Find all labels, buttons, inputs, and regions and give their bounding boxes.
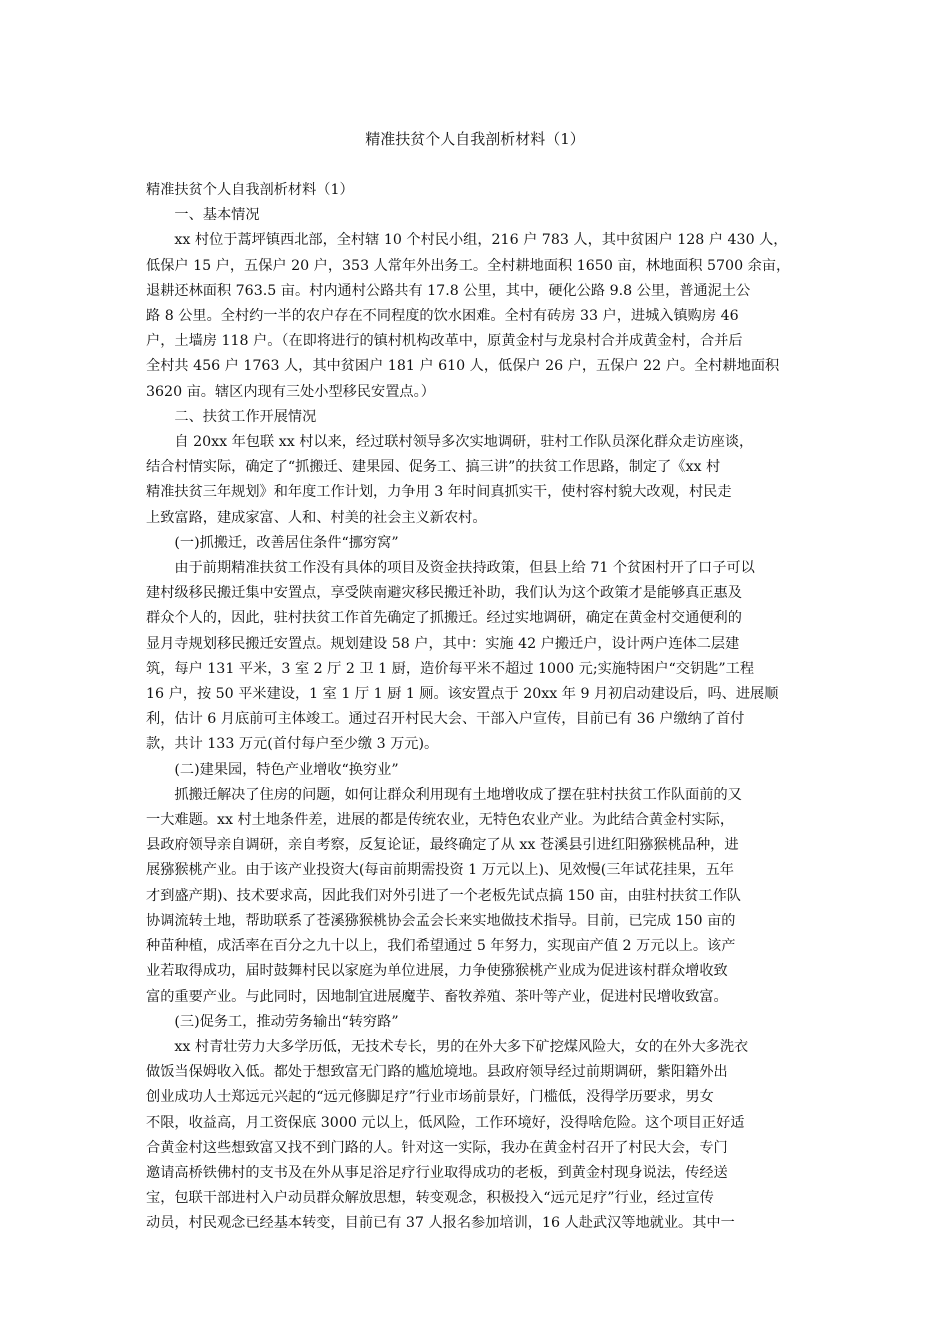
text-line: 3620 亩。辖区内现有三处小型移民安置点。）	[146, 383, 435, 400]
text-line: 展猕猴桃产业。由于该产业投资大(每亩前期需投资 1 万元以上)、见效慢(三年试花挂果，五年	[146, 862, 734, 879]
text-line: 群众个人的，因此，驻村扶贫工作首先确定了抓搬迁。经过实地调研，确定在黄金村交通便利的	[146, 610, 742, 627]
text-line: 县政府领导亲自调研，亲自考察，反复论证，最终确定了从 xx 苍溪县引进红阳猕猴桃品种，进	[146, 837, 739, 854]
text-line: (一)抓搬迁，改善居住条件“挪穷窝”	[146, 534, 399, 551]
text-line: 利，估计 6 月底前可主体竣工。通过召开村民大会、干部入户宣传，目前已有 36 户缴纳了首付	[146, 711, 745, 728]
document-title: 精准扶贫个人自我剖析材料（1）	[365, 130, 585, 148]
text-line: 邀请高桥铁佛村的支书及在外从事足浴足疗行业取得成功的老板，到黄金村现身说法，传经送	[146, 1164, 728, 1181]
text-line: 抓搬迁解决了住房的问题，如何让群众利用现有土地增收成了摆在驻村扶贫工作队面前的又	[146, 786, 742, 803]
text-line: 显月寺规划移民搬迁安置点。规划建设 58 户，其中：实施 42 户搬迁户，设计两户连体二层建	[146, 635, 740, 652]
text-line: 一、基本情况	[146, 207, 260, 224]
text-line: (三)促务工，推动劳务输出“转穷路”	[146, 1013, 399, 1030]
text-line: 由于前期精准扶贫工作没有具体的项目及资金扶持政策，但县上给 71 个贫困村开了口子可以	[146, 560, 755, 577]
text-line: 筑，每户 131 平米，3 室 2 厅 2 卫 1 厨，造价每平米不超过 1000 元;实施特困户“交钥匙”工程	[146, 660, 755, 677]
text-line: 16 户，按 50 平米建设，1 室 1 厅 1 厨 1 厕。该安置点于 20xx 年 9 月初启动建设后，吗、进展顺	[146, 686, 779, 703]
text-line: 做饭当保姆收入低。都处于想致富无门路的尴尬境地。县政府领导经过前期调研，紫阳籍外出	[146, 1064, 728, 1081]
text-line: 动员，村民观念已经基本转变，目前已有 37 人报名参加培训，16 人赴武汉等地就业。其中一	[146, 1215, 735, 1232]
text-line: xx 村青壮劳力大多学历低，无技术专长，男的在外大多下矿挖煤风险大，女的在外大多洗衣	[146, 1038, 749, 1055]
text-line: 精准扶贫三年规划》和年度工作计划，力争用 3 年时间真抓实干，使村容村貌大改观，村民走	[146, 484, 732, 501]
text-line: 不限，收益高，月工资保底 3000 元以上，低风险，工作环境好，没得啥危险。这个项目正好适	[146, 1114, 745, 1131]
text-line: 款，共计 133 万元(首付每户至少缴 3 万元)。	[146, 736, 439, 753]
text-line: (二)建果园，特色产业增收“换穷业”	[146, 761, 399, 778]
text-line: 精准扶贫个人自我剖析材料（1）	[146, 182, 354, 198]
text-line: xx 村位于蒿坪镇西北部，全村辖 10 个村民小组，216 户 783 人，其中贫困户 128 户 430 人，	[146, 232, 788, 249]
text-line: 自 20xx 年包联 xx 村以来，经过联村领导多次实地调研，驻村工作队员深化群众走访座谈，	[146, 434, 754, 451]
text-line: 宝，包联干部进村入户动员群众解放思想，转变观念，积极投入“远元足疗”行业，经过宣传	[146, 1190, 714, 1207]
text-line: 合黄金村这些想致富又找不到门路的人。针对这一实际，我办在黄金村召开了村民大会，专门	[146, 1139, 728, 1156]
text-line: 一大难题。xx 村土地条件差，进展的都是传统农业，无特色农业产业。为此结合黄金村实际，	[146, 812, 735, 829]
text-line: 上致富路，建成家富、人和、村美的社会主义新农村。	[146, 509, 487, 526]
text-line: 户，土墙房 118 户。（在即将进行的镇村机构改革中，原黄金村与龙泉村合并成黄金村，合并后	[146, 333, 743, 350]
text-line: 二、扶贫工作开展情况	[146, 408, 317, 425]
text-line: 路 8 公里。全村约一半的农户存在不同程度的饮水困难。全村有砖房 33 户，进城入镇购房 46	[146, 308, 739, 325]
document-body	[146, 178, 811, 1237]
text-line: 退耕还林面积 763.5 亩。村内通村公路共有 17.8 公里，其中，硬化公路 9.8 公里，普通泥土公	[146, 282, 751, 299]
text-line: 创业成功人士郑远元兴起的“远元修脚足疗”行业市场前景好，门槛低，没得学历要求，男女	[146, 1089, 714, 1106]
text-line: 低保户 15 户，五保户 20 户，353 人常年外出务工。全村耕地面积 1650 亩，林地面积 5700 余亩，	[146, 257, 791, 274]
text-line: 业若取得成功，届时鼓舞村民以家庭为单位进展，力争使猕猴桃产业成为促进该村群众增收致	[146, 963, 728, 980]
text-line: 建村级移民搬迁集中安置点，享受陕南避灾移民搬迁补助，我们认为这个政策才是能够真正惠及	[146, 585, 742, 602]
text-line: 结合村情实际，确定了“抓搬迁、建果园、促务工、搞三讲”的扶贫工作思路，制定了《xx 村	[146, 459, 721, 476]
text-line: 才到盛产期)、技术要求高，因此我们对外引进了一个老板先试点搞 150 亩，由驻村扶贫工作队	[146, 887, 741, 904]
text-line: 种苗种植，成活率在百分之九十以上，我们希望通过 5 年努力，实现亩产值 2 万元以上。该产	[146, 938, 736, 955]
text-line: 全村共 456 户 1763 人，其中贫困户 181 户 610 人，低保户 26 户，五保户 22 户。全村耕地面积	[146, 358, 780, 375]
text-line: 协调流转土地，帮助联系了苍溪猕猴桃协会孟会长来实地做技术指导。目前，已完成 150 亩的	[146, 912, 736, 929]
text-line: 富的重要产业。与此同时，因地制宜进展魔芋、畜牧养殖、茶叶等产业，促进村民增收致富。	[146, 988, 728, 1005]
